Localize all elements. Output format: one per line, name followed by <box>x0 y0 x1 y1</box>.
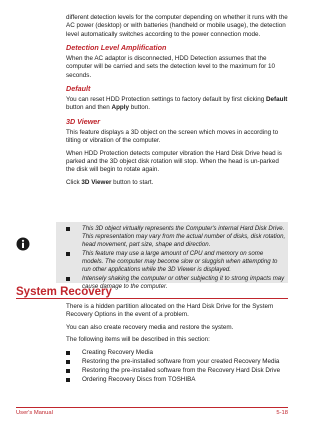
viewer-paragraph-2: When HDD Protection detects computer vibration the Hard Disk Drive head is parked and the 3D object disk rotation will stop. When the head is un-parked the disk will begin to rotate again. <box>66 149 282 174</box>
section-divider <box>16 298 288 299</box>
note-text: Intensely shaking the computer or other subjecting it to strong impacts may cause damage to the computer. <box>82 275 285 291</box>
list-item-text: Ordering Recovery Discs from TOSHIBA <box>82 376 196 384</box>
default-paragraph <box>66 96 288 113</box>
viewer-button-ref: 3D Viewer <box>81 178 112 186</box>
note-item <box>66 250 286 274</box>
list-item-text: Creating Recovery Media <box>82 348 154 356</box>
note-item <box>66 225 286 249</box>
note-text: This 3D object virtually represents the Computer's internal Hard Disk Drive. This representation may vary from the actual number of disks, disk rotation, head movement, part size, shape and direction. <box>82 225 286 248</box>
recovery-paragraph-3: The following items will be described in this section: <box>66 336 210 344</box>
detection-amplification-paragraph: When the AC adaptor is disconnected, HDD Detection assumes that the computer will be carried and sets the detection level to the maximum for 10 seconds. <box>66 55 275 79</box>
list-item <box>66 358 288 366</box>
viewer-click-after: button to start. <box>111 178 154 186</box>
default-heading: Default <box>66 84 91 94</box>
viewer-paragraph-1: This feature displays a 3D object on the screen which moves in according to tilting or vibration of the computer. <box>66 128 279 145</box>
note-text: This feature may use a large amount of CPU and memory on some models. The computer may become slow or sluggish when attempting to run other applications while the 3D Viewer is displayed. <box>82 250 278 274</box>
list-item <box>66 367 288 375</box>
detection-amplification-heading: Detection Level Amplification <box>66 43 167 53</box>
list-item <box>66 376 288 384</box>
bullet-square-icon <box>66 360 70 364</box>
apply-button-ref: Apply <box>111 104 130 112</box>
bullet-square-icon <box>66 227 70 231</box>
list-item-text: Restoring the pre-installed software from the Recovery Hard Disk Drive <box>82 367 281 375</box>
list-item <box>66 349 288 357</box>
note-list <box>66 225 286 293</box>
bullet-square-icon <box>66 369 70 373</box>
default-text-middle: button and then <box>66 104 112 112</box>
bullet-square-icon <box>66 277 70 281</box>
viewer-click-before: Click <box>66 178 82 186</box>
default-text-after: button. <box>129 104 151 112</box>
viewer-heading: 3D Viewer <box>66 116 101 126</box>
default-button-ref: Default <box>265 96 288 104</box>
page-number: 5-18 <box>276 410 288 416</box>
section-title: System Recovery <box>16 286 112 298</box>
recovery-body <box>66 303 288 386</box>
bullet-square-icon <box>66 351 70 355</box>
list-item-text: Restoring the pre-installed software from your created Recovery Media <box>82 357 280 365</box>
footer-manual-title: User's Manual <box>16 410 53 416</box>
footer-divider <box>16 407 288 408</box>
recovery-paragraph-1: There is a hidden partition allocated on the Hard Disk Drive for the System Recovery Options in the event of a problem. <box>66 303 274 319</box>
intro-paragraph: different detection levels for the computer depending on whether it runs with the AC power (desktop) or with batteries (handheld or mobile usage), the detection level automatically switches according to the power connection mode. <box>66 14 288 38</box>
bullet-square-icon <box>66 252 70 256</box>
bullet-square-icon <box>66 378 70 382</box>
recovery-paragraph-2: You can also create recovery media and restore the system. <box>66 323 234 331</box>
recovery-items-list <box>66 349 288 385</box>
info-icon <box>16 237 30 251</box>
default-text-before: You can reset HDD Protection settings to factory default by first clicking <box>66 96 266 104</box>
viewer-click-paragraph <box>66 179 288 187</box>
document-body <box>66 14 288 191</box>
